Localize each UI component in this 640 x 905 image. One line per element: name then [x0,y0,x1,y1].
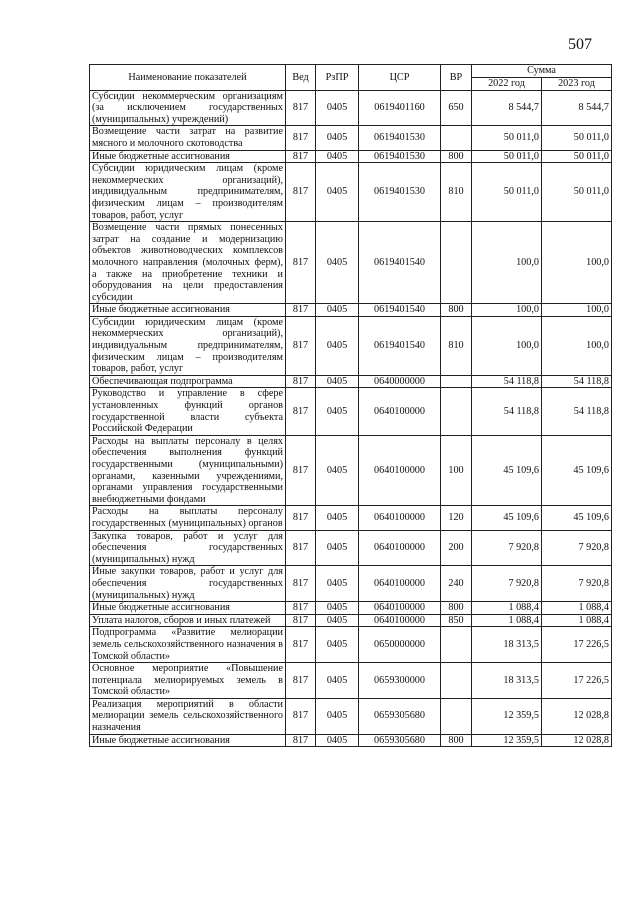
table-row [90,602,612,615]
row-sum-2022: 54 118,8 [472,388,542,435]
row-name: Руководство и управление в сфере установленных функций органов государственной власти субъекта Российской Федерации [90,388,286,435]
row-ved: 817 [286,150,316,163]
table-row [90,126,612,150]
row-sum-2022: 18 313,5 [472,627,542,663]
row-name: Реализация мероприятий в области мелиорации земель сельскохозяйственного назначения [90,698,286,734]
table-row [90,734,612,747]
table-row [90,435,612,506]
row-name: Подпрограмма «Развитие мелиорации земель сельскохозяйственного назначения в Томской области» [90,627,286,663]
row-rzpr: 0405 [316,435,359,506]
row-sum-2023: 54 118,8 [542,388,612,435]
row-rzpr: 0405 [316,388,359,435]
table-row [90,627,612,663]
row-csr: 0640100000 [359,614,441,627]
row-vr: 800 [441,734,472,747]
row-ved: 817 [286,506,316,530]
header-ved: Вед [286,65,316,91]
row-vr [441,663,472,699]
row-vr: 850 [441,614,472,627]
row-sum-2022: 12 359,5 [472,734,542,747]
row-name: Иные бюджетные ассигнования [90,602,286,615]
row-name: Возмещение части прямых понесенных затрат на создание и модернизацию объектов животноводческих комплексов молочного направления (молочных ферм), а также на приобретение техники и оборудования на цели предоставления субсидии [90,222,286,304]
row-name: Расходы на выплаты персоналу в целях обеспечения выполнения функций государственными (муниципальными) органами, казенными учреждениями, органами управления государственными внебюджетными фондами [90,435,286,506]
row-rzpr: 0405 [316,602,359,615]
table-row [90,163,612,222]
row-vr [441,126,472,150]
row-sum-2022: 50 011,0 [472,126,542,150]
row-vr: 650 [441,90,472,126]
row-sum-2022: 1 088,4 [472,614,542,627]
row-csr: 0640100000 [359,566,441,602]
row-name: Закупка товаров, работ и услуг для обеспечения государственных (муниципальных) нужд [90,530,286,566]
row-sum-2023: 12 028,8 [542,734,612,747]
table-row [90,316,612,375]
table-row [90,375,612,388]
row-rzpr: 0405 [316,566,359,602]
row-name: Уплата налогов, сборов и иных платежей [90,614,286,627]
row-ved: 817 [286,316,316,375]
row-sum-2023: 45 109,6 [542,506,612,530]
row-sum-2022: 18 313,5 [472,663,542,699]
row-csr: 0619401530 [359,150,441,163]
row-name: Субсидии некоммерческим организациям (за исключением государственных (муниципальных) учреждений) [90,90,286,126]
row-sum-2023: 100,0 [542,316,612,375]
row-sum-2022: 8 544,7 [472,90,542,126]
row-csr: 0659305680 [359,734,441,747]
row-vr [441,222,472,304]
row-ved: 817 [286,734,316,747]
row-sum-2022: 1 088,4 [472,602,542,615]
header-year-2022: 2022 год [472,78,542,91]
row-csr: 0640000000 [359,375,441,388]
row-sum-2023: 17 226,5 [542,627,612,663]
row-vr [441,388,472,435]
row-ved: 817 [286,627,316,663]
table-row [90,90,612,126]
row-sum-2023: 7 920,8 [542,530,612,566]
row-rzpr: 0405 [316,530,359,566]
row-rzpr: 0405 [316,698,359,734]
row-csr: 0659305680 [359,698,441,734]
row-sum-2023: 100,0 [542,222,612,304]
row-sum-2023: 8 544,7 [542,90,612,126]
row-sum-2022: 7 920,8 [472,566,542,602]
row-sum-2023: 50 011,0 [542,126,612,150]
row-sum-2023: 50 011,0 [542,150,612,163]
row-ved: 817 [286,126,316,150]
row-csr: 0619401530 [359,126,441,150]
row-rzpr: 0405 [316,734,359,747]
row-rzpr: 0405 [316,150,359,163]
row-rzpr: 0405 [316,222,359,304]
row-rzpr: 0405 [316,375,359,388]
table-row [90,530,612,566]
row-sum-2023: 7 920,8 [542,566,612,602]
row-csr: 0659300000 [359,663,441,699]
row-ved: 817 [286,602,316,615]
table-body [90,90,612,747]
row-sum-2023: 54 118,8 [542,375,612,388]
row-sum-2022: 12 359,5 [472,698,542,734]
row-sum-2022: 7 920,8 [472,530,542,566]
row-vr: 800 [441,150,472,163]
row-sum-2022: 54 118,8 [472,375,542,388]
row-vr [441,698,472,734]
row-csr: 0619401530 [359,163,441,222]
row-name: Обеспечивающая подпрограмма [90,375,286,388]
row-csr: 0619401540 [359,304,441,317]
row-csr: 0640100000 [359,530,441,566]
row-sum-2023: 12 028,8 [542,698,612,734]
row-vr: 200 [441,530,472,566]
row-ved: 817 [286,698,316,734]
row-sum-2023: 1 088,4 [542,602,612,615]
header-sum: Сумма [472,65,612,78]
row-ved: 817 [286,90,316,126]
row-ved: 817 [286,530,316,566]
page-number: 507 [568,36,592,53]
row-sum-2023: 17 226,5 [542,663,612,699]
row-ved: 817 [286,614,316,627]
row-vr: 800 [441,304,472,317]
row-sum-2022: 100,0 [472,304,542,317]
row-sum-2023: 50 011,0 [542,163,612,222]
table-row [90,663,612,699]
row-rzpr: 0405 [316,304,359,317]
row-rzpr: 0405 [316,163,359,222]
row-rzpr: 0405 [316,316,359,375]
header-year-2023: 2023 год [542,78,612,91]
row-name: Иные бюджетные ассигнования [90,734,286,747]
row-sum-2023: 1 088,4 [542,614,612,627]
row-sum-2022: 50 011,0 [472,150,542,163]
budget-table [89,64,612,747]
row-csr: 0640100000 [359,435,441,506]
header-rzpr: РзПР [316,65,359,91]
row-name: Субсидии юридическим лицам (кроме некоммерческих организаций), индивидуальным предпринимателям, физическим лицам – производителям товаров, работ, услуг [90,163,286,222]
table-row [90,614,612,627]
row-vr: 810 [441,163,472,222]
row-sum-2022: 100,0 [472,222,542,304]
row-ved: 817 [286,388,316,435]
row-vr: 810 [441,316,472,375]
row-vr: 240 [441,566,472,602]
row-name: Расходы на выплаты персоналу государственных (муниципальных) органов [90,506,286,530]
row-ved: 817 [286,375,316,388]
table-row [90,506,612,530]
row-name: Иные закупки товаров, работ и услуг для обеспечения государственных (муниципальных) нужд [90,566,286,602]
row-vr: 100 [441,435,472,506]
row-sum-2023: 100,0 [542,304,612,317]
row-ved: 817 [286,566,316,602]
row-sum-2022: 100,0 [472,316,542,375]
table-row [90,304,612,317]
row-name: Основное мероприятие «Повышение потенциала мелиорируемых земель в Томской области» [90,663,286,699]
row-rzpr: 0405 [316,627,359,663]
row-csr: 0640100000 [359,388,441,435]
row-csr: 0640100000 [359,506,441,530]
table-row [90,222,612,304]
row-csr: 0650000000 [359,627,441,663]
row-rzpr: 0405 [316,663,359,699]
header-name: Наименование показателей [90,65,286,91]
header-vr: ВР [441,65,472,91]
row-rzpr: 0405 [316,90,359,126]
row-name: Иные бюджетные ассигнования [90,304,286,317]
row-ved: 817 [286,435,316,506]
table-row [90,566,612,602]
row-ved: 817 [286,663,316,699]
row-csr: 0619401160 [359,90,441,126]
table-row [90,388,612,435]
row-vr [441,627,472,663]
row-csr: 0640100000 [359,602,441,615]
row-ved: 817 [286,304,316,317]
row-csr: 0619401540 [359,222,441,304]
row-name: Иные бюджетные ассигнования [90,150,286,163]
row-rzpr: 0405 [316,126,359,150]
row-rzpr: 0405 [316,614,359,627]
row-name: Субсидии юридическим лицам (кроме некоммерческих организаций), индивидуальным предпринимателям, физическим лицам – производителям товаров, работ, услуг [90,316,286,375]
row-sum-2022: 45 109,6 [472,506,542,530]
row-vr [441,375,472,388]
row-sum-2022: 50 011,0 [472,163,542,222]
row-ved: 817 [286,163,316,222]
row-ved: 817 [286,222,316,304]
header-csr: ЦСР [359,65,441,91]
row-sum-2023: 45 109,6 [542,435,612,506]
row-name: Возмещение части затрат на развитие мясного и молочного скотоводства [90,126,286,150]
row-sum-2022: 45 109,6 [472,435,542,506]
table-header [90,65,612,91]
row-vr: 120 [441,506,472,530]
row-vr: 800 [441,602,472,615]
row-csr: 0619401540 [359,316,441,375]
row-rzpr: 0405 [316,506,359,530]
table-row [90,698,612,734]
table-row [90,150,612,163]
